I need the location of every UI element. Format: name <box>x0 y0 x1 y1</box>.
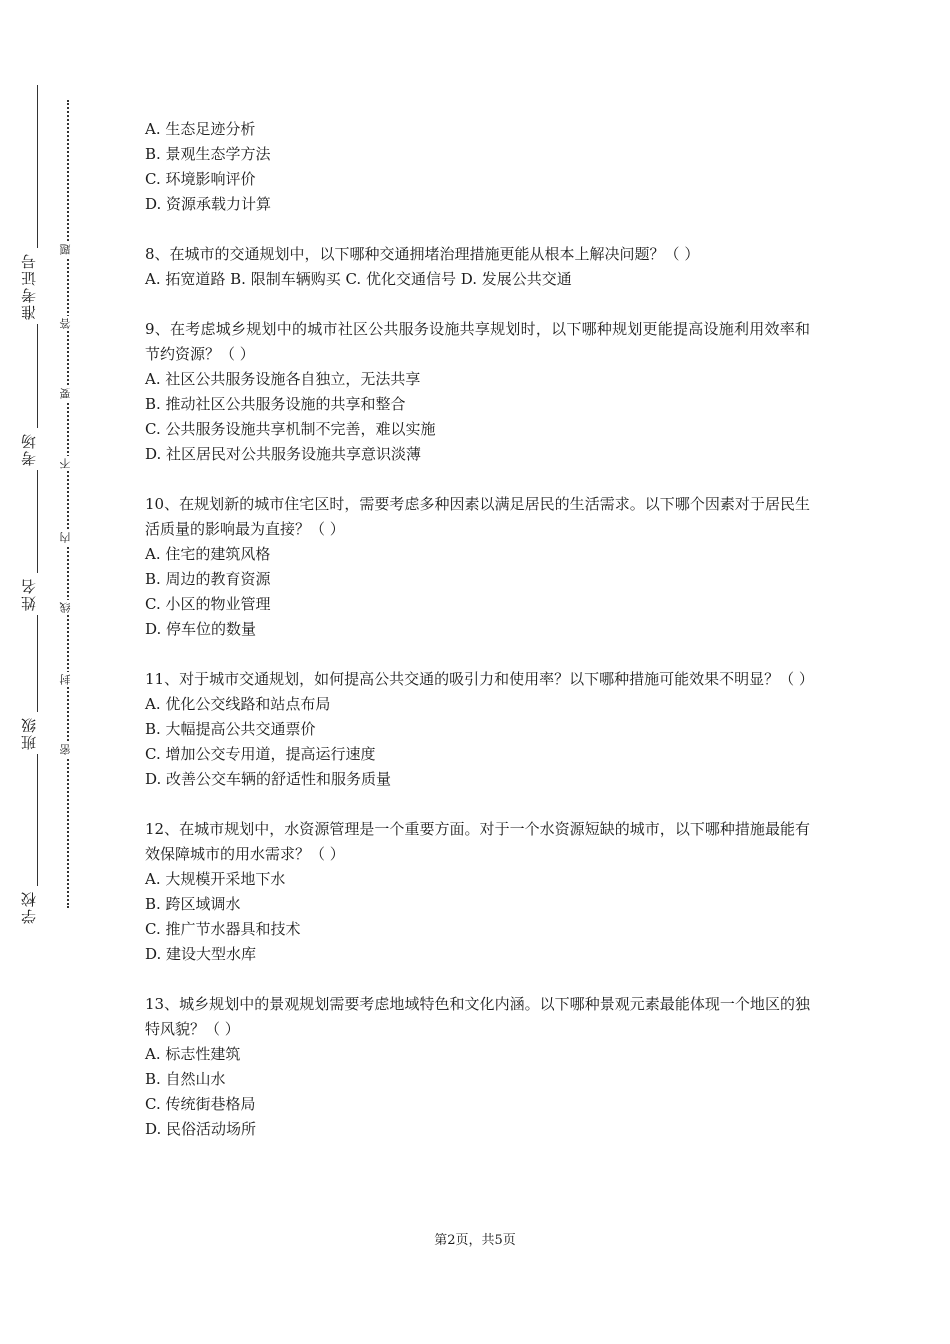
question-stem: 10、在规划新的城市住宅区时，需要考虑多种因素以满足居民的生活需求。以下哪个因素对于居民生活质量的影响最为直接？（ ） <box>145 495 810 538</box>
exam-room-label: 考场 <box>22 428 52 470</box>
option-a: A. 标志性建筑 <box>145 1045 241 1063</box>
option-c: C. 推广节水器具和技术 <box>145 920 301 938</box>
question-9 <box>145 317 810 467</box>
option-c: C. 环境影响评价 <box>145 170 256 188</box>
option-d: D. 改善公交车辆的舒适性和服务质量 <box>145 770 392 788</box>
question-stem: 12、在城市规划中，水资源管理是一个重要方面。对于一个水资源短缺的城市，以下哪种措施最能有效保障城市的用水需求？（ ） <box>145 820 810 863</box>
option-d: D. 建设大型水库 <box>145 945 257 963</box>
seal-char-da: 答 <box>60 316 76 331</box>
student-name-label: 姓名 <box>22 573 52 615</box>
option-a: A. 优化公交线路和站点布局 <box>145 695 331 713</box>
seal-char-ti: 题 <box>60 242 76 257</box>
option-c: C. 增加公交专用道，提高运行速度 <box>145 745 376 763</box>
option-c: C. 小区的物业管理 <box>145 595 271 613</box>
seal-char-yao: 要 <box>60 386 76 401</box>
question-12 <box>145 817 810 967</box>
inline-options: A. 拓宽道路 B. 限制车辆购买 C. 优化交通信号 D. 发展公共交通 <box>145 270 572 288</box>
option-a: A. 社区公共服务设施各自独立，无法共享 <box>145 370 421 388</box>
option-d: D. 社区居民对公共服务设施共享意识淡薄 <box>145 445 422 463</box>
question-content <box>145 117 814 1142</box>
option-a: A. 生态足迹分析 <box>145 120 256 138</box>
binding-margin <box>0 0 100 1344</box>
option-d: D. 资源承载力计算 <box>145 195 272 213</box>
question-11 <box>145 667 814 792</box>
question-stem: 8、在城市的交通规划中，以下哪种交通拥堵治理措施更能从根本上解决问题？（ ） <box>145 245 700 263</box>
carryover-options <box>145 117 810 217</box>
option-c: C. 传统街巷格局 <box>145 1095 256 1113</box>
option-d: D. 民俗活动场所 <box>145 1120 257 1138</box>
seal-char-feng: 封 <box>60 672 76 687</box>
option-b: B. 推动社区公共服务设施的共享和整合 <box>145 395 406 413</box>
class-label: 班级 <box>22 712 52 754</box>
exam-number-label: 准考证号 <box>22 248 52 324</box>
option-b: B. 周边的教育资源 <box>145 570 271 588</box>
seal-dotted-line <box>67 100 69 908</box>
seal-char-bu: 不 <box>60 456 76 471</box>
school-label: 学校 <box>22 886 52 928</box>
question-8 <box>145 242 810 292</box>
option-a: A. 住宅的建筑风格 <box>145 545 271 563</box>
question-13 <box>145 992 810 1142</box>
option-b: B. 自然山水 <box>145 1070 226 1088</box>
option-b: B. 跨区域调水 <box>145 895 241 913</box>
student-info-line <box>37 85 38 925</box>
option-b: B. 景观生态学方法 <box>145 145 271 163</box>
option-b: B. 大幅提高公共交通票价 <box>145 720 316 738</box>
question-stem: 11、对于城市交通规划，如何提高公共交通的吸引力和使用率？以下哪种措施可能效果不明显？（ ） <box>145 670 814 688</box>
question-10 <box>145 492 810 642</box>
option-a: A. 大规模开采地下水 <box>145 870 286 888</box>
option-d: D. 停车位的数量 <box>145 620 257 638</box>
seal-char-nei: 内 <box>60 530 76 545</box>
option-c: C. 公共服务设施共享机制不完善，难以实施 <box>145 420 436 438</box>
seal-char-xian: 线 <box>60 600 76 615</box>
seal-char-mi: 密 <box>60 742 76 757</box>
question-stem: 13、城乡规划中的景观规划需要考虑地域特色和文化内涵。以下哪种景观元素最能体现一个地区的独特风貌？（ ） <box>145 995 810 1038</box>
page-number-footer: 第2页，共5页 <box>434 1233 516 1248</box>
question-stem: 9、在考虑城乡规划中的城市社区公共服务设施共享规划时，以下哪种规划更能提高设施利用效率和节约资源？（ ） <box>145 320 810 363</box>
